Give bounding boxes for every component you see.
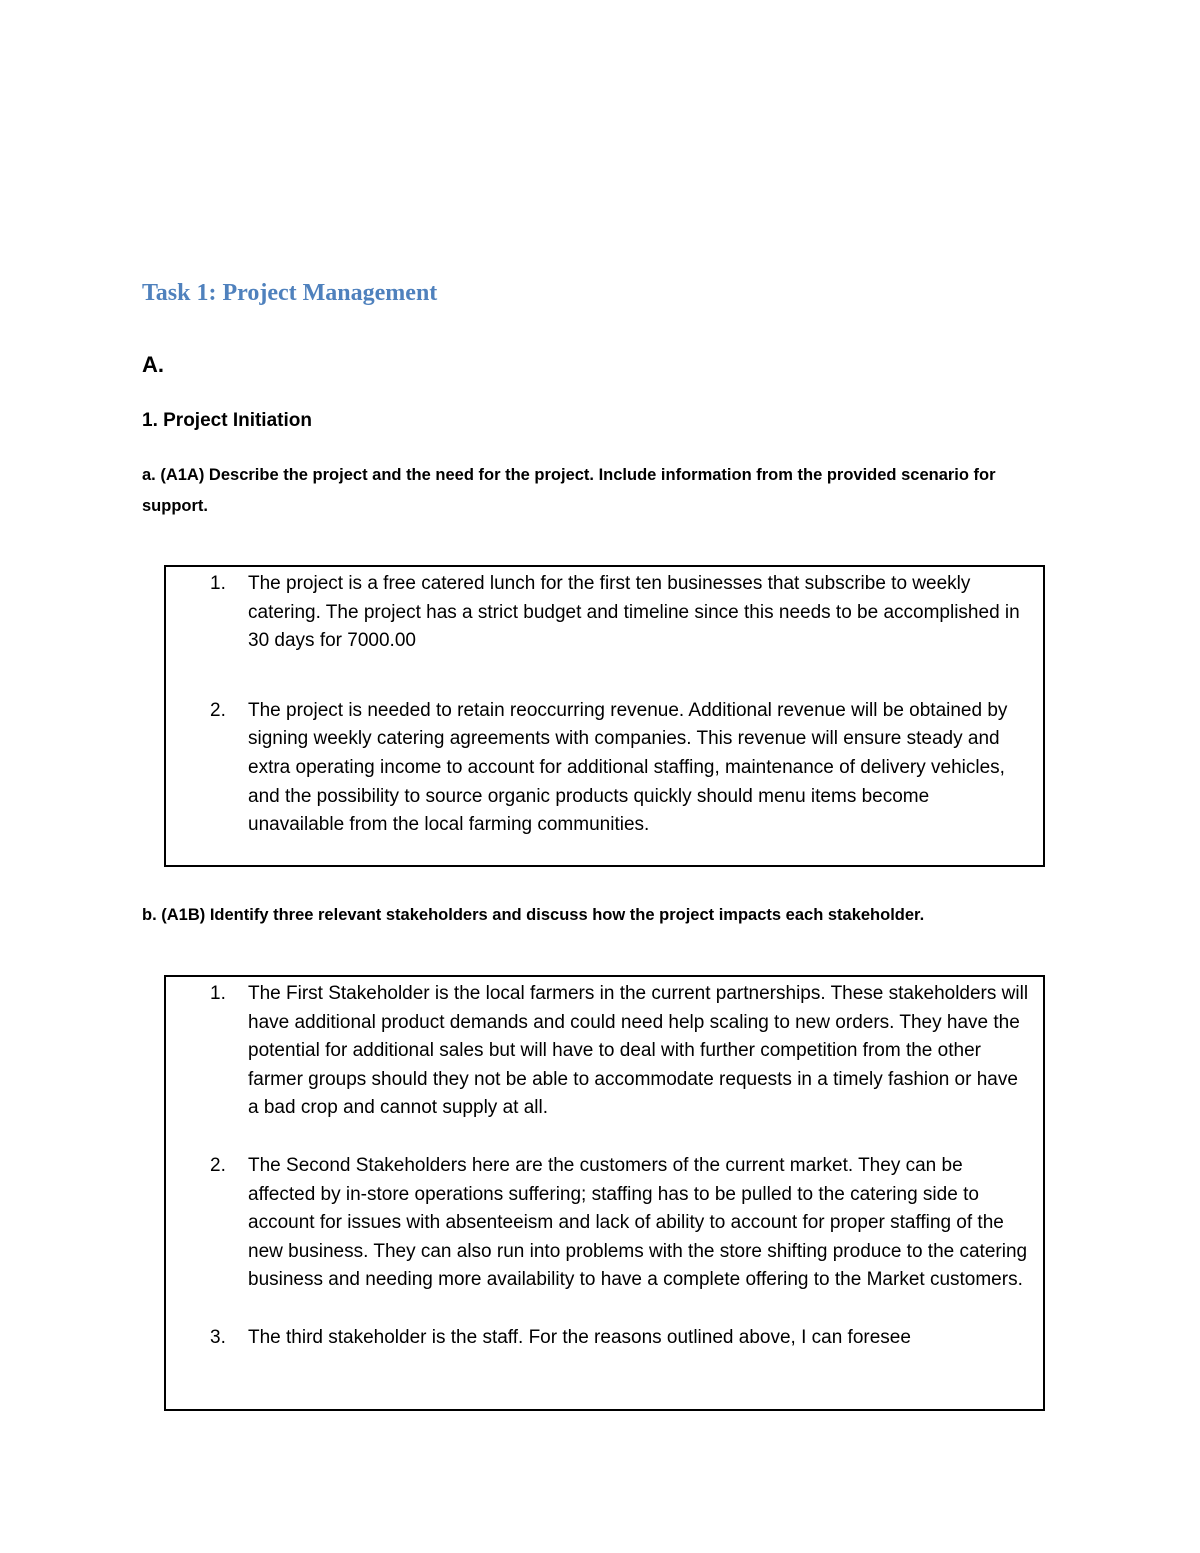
list-number: 3.: [210, 1326, 226, 1348]
answer-text: The First Stakeholder is the local farmers in the current partnerships. These stakeholders will have additional product demands and could need help scaling to new orders. They have the potential for additional sales but will have to deal with further competition from the other farmer groups should they not be able to accommodate requests in a timely fashion or have a bad crop and cannot supply at all.: [248, 983, 1029, 1119]
list-number: 2.: [210, 1154, 226, 1176]
question-b: b. (A1B) Identify three relevant stakeholders and discuss how the project impacts each stakeholder.: [142, 906, 925, 924]
list-item: [166, 570, 1043, 656]
section-heading: 1. Project Initiation: [142, 410, 312, 431]
document-title: Task 1: Project Management: [142, 280, 438, 306]
answer-text: The third stakeholder is the staff. For the reasons outlined above, I can foresee: [248, 1326, 911, 1348]
list-item: [166, 980, 1043, 1123]
list-item: [166, 1152, 1043, 1295]
answer-box-b: [164, 975, 1045, 1411]
section-letter: A.: [142, 352, 164, 377]
answer-text: The project is needed to retain reoccurring revenue. Additional revenue will be obtained by signing weekly catering agreements with companies. This revenue will ensure steady and extra operating income to account for additional staffing, maintenance of delivery vehicles, and the possibility to source organic products quickly should menu items become unavailable from the local farming communities.: [248, 699, 1008, 836]
answer-text: The Second Stakeholders here are the customers of the current market. They can be affected by in-store operations suffering; staffing has to be pulled to the catering side to account for issues with absenteeism and lack of ability to account for proper staffing of the new business. They can also run into problems with the store shifting produce to the catering business and needing more availability to have a complete offering to the Market customers.: [248, 1154, 1028, 1291]
list-item: [166, 1324, 1043, 1353]
list-number: 1.: [210, 573, 226, 594]
answer-list-b: [166, 977, 1043, 1353]
question-a: a. (A1A) Describe the project and the need for the project. Include information from the provided scenario for support.: [142, 466, 996, 515]
answer-list-a: [166, 567, 1043, 840]
list-number: 1.: [210, 983, 226, 1004]
answer-text: The project is a free catered lunch for the first ten businesses that subscribe to weekly catering. The project has a strict budget and timeline since this needs to be accomplished in 30 days for 7000.00: [248, 573, 1020, 652]
list-item: [166, 697, 1043, 840]
answer-box-a: [164, 565, 1045, 867]
list-number: 2.: [210, 699, 226, 721]
